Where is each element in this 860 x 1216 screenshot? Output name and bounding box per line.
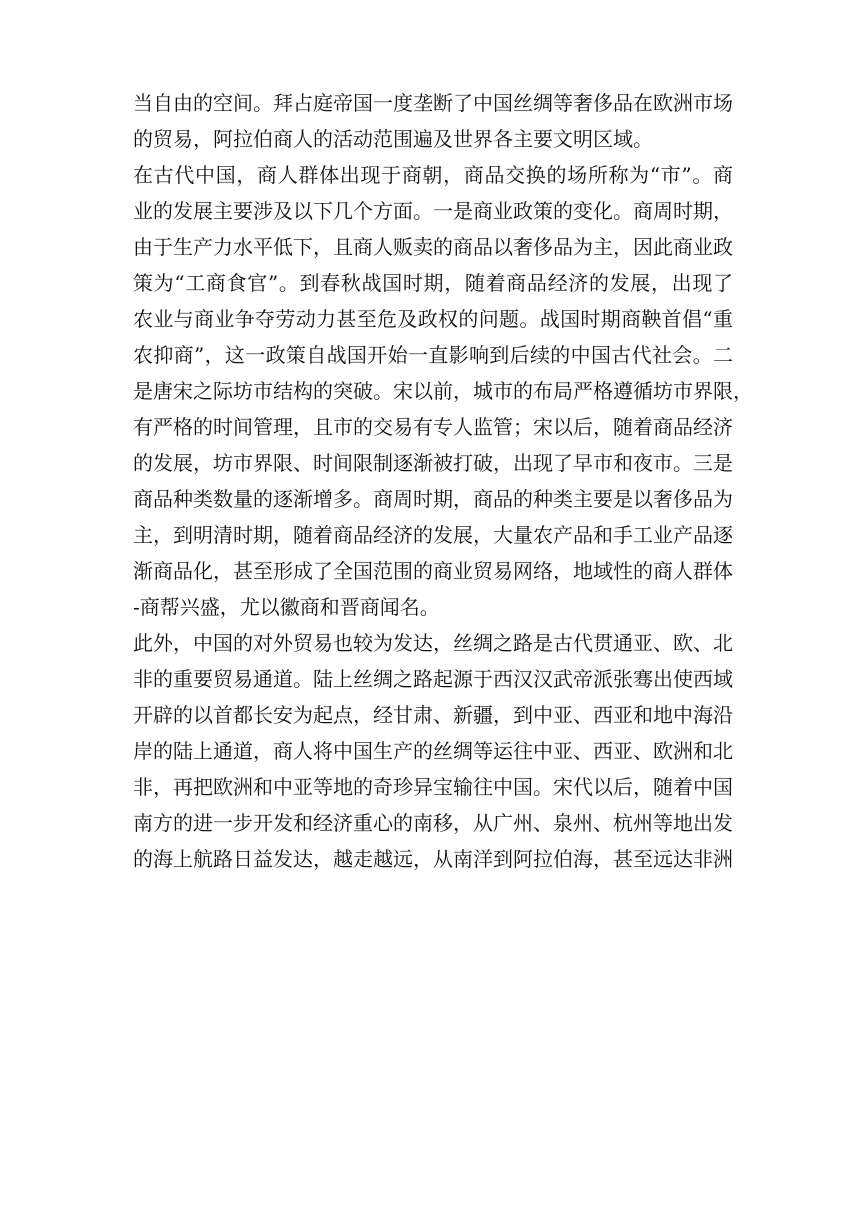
text-line: 非的重要贸易通道。陆上丝绸之路起源于西汉汉武帝派张骞出使西域 [133, 667, 733, 691]
text-line: -商帮兴盛，尤以徽商和晋商闻名。 [133, 595, 440, 619]
text-line: 农业与商业争夺劳动力甚至危及政权的问题。战国时期商鞅首倡“重 [133, 307, 733, 331]
text-line: 当自由的空间。拜占庭帝国一度垄断了中国丝绸等奢侈品在欧洲市场 [133, 91, 733, 115]
text-line: 开辟的以首都长安为起点，经甘肃、新疆，到中亚、西亚和地中海沿 [133, 703, 733, 727]
text-line: 主，到明清时期，随着商品经济的发展，大量农产品和手工业产品逐 [133, 523, 733, 547]
paragraph-3 [133, 630, 733, 872]
text-line: 是唐宋之际坊市结构的突破。宋以前，城市的布局严格遵循坊市界限， [133, 379, 753, 403]
text-line: 的贸易，阿拉伯商人的活动范围遍及世界各主要文明区域。 [133, 127, 653, 151]
text-line: 业的发展主要涉及以下几个方面。一是商业政策的变化。商周时期， [133, 199, 733, 223]
text-line: 南方的进一步开发和经济重心的南移，从广州、泉州、杭州等地出发 [133, 811, 733, 835]
text-line: 岸的陆上通道，商人将中国生产的丝绸等运往中亚、西亚、欧洲和北 [133, 739, 733, 763]
text-line: 的海上航路日益发达，越走越远，从南洋到阿拉伯海，甚至远达非洲 [133, 847, 733, 871]
text-line: 此外，中国的对外贸易也较为发达，丝绸之路是古代贯通亚、欧、北 [133, 631, 733, 655]
paragraph-2 [133, 162, 753, 620]
text-line: 渐商品化，甚至形成了全国范围的商业贸易网络，地域性的商人群体 [133, 559, 733, 583]
text-line: 的发展，坊市界限、时间限制逐渐被打破，出现了早市和夜市。三是 [133, 451, 733, 475]
text-line: 农抑商”，这一政策自战国开始一直影响到后续的中国古代社会。二 [133, 343, 733, 367]
text-line: 在古代中国，商人群体出现于商朝，商品交换的场所称为“市”。商 [133, 163, 733, 187]
text-line: 有严格的时间管理，且市的交易有专人监管；宋以后，随着商品经济 [133, 415, 733, 439]
text-line: 由于生产力水平低下，且商人贩卖的商品以奢侈品为主，因此商业政 [133, 235, 733, 259]
text-line: 非，再把欧洲和中亚等地的奇珍异宝输往中国。宋代以后，随着中国 [133, 775, 733, 799]
paragraph-1 [133, 90, 733, 152]
document-body [133, 90, 753, 882]
text-line: 商品种类数量的逐渐增多。商周时期，商品的种类主要是以奢侈品为 [133, 487, 733, 511]
text-line: 策为“工商食官”。到春秋战国时期，随着商品经济的发展，出现了 [133, 271, 733, 295]
